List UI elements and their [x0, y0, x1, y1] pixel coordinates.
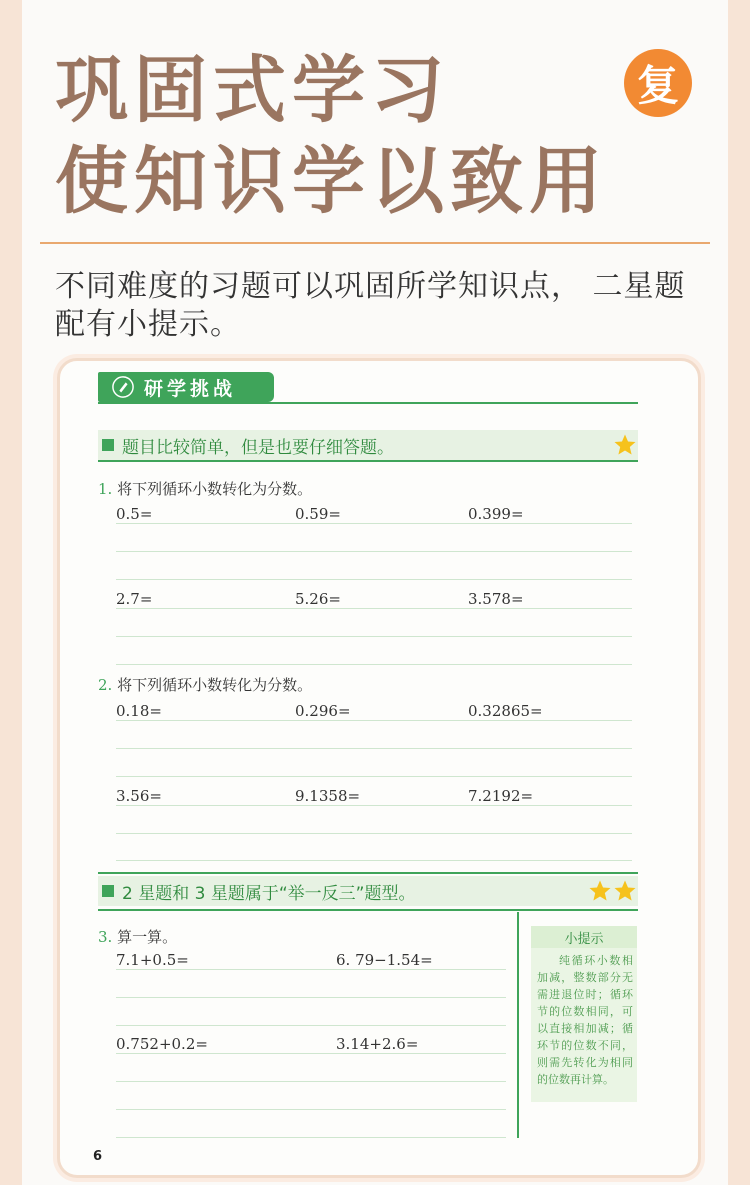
- q3-item-4: 3.14+2.6=: [336, 1035, 419, 1053]
- section-1-heading: [98, 430, 638, 460]
- answer-line: [116, 1053, 506, 1054]
- section-2-topline: [98, 872, 638, 874]
- answer-line: [116, 1109, 506, 1110]
- pencil-icon: [112, 376, 134, 398]
- question-1: [98, 478, 312, 499]
- answer-line: [116, 860, 632, 861]
- bullet-square: [102, 439, 114, 451]
- star-icon: [613, 879, 637, 903]
- q1-item-1: 0.5=: [116, 505, 153, 523]
- answer-line: [116, 833, 632, 834]
- section-2-heading: [98, 876, 638, 906]
- question-3-text: 算一算。: [117, 928, 178, 946]
- q1-item-6: 3.578=: [468, 590, 524, 608]
- q2-item-5: 9.1358=: [295, 787, 361, 805]
- q1-item-2: 0.59=: [295, 505, 341, 523]
- question-1-number: 1.: [98, 480, 113, 498]
- answer-line: [116, 551, 632, 552]
- answer-line: [116, 636, 632, 637]
- answer-line: [116, 720, 632, 721]
- banner-underline: [98, 402, 638, 404]
- q2-item-3: 0.32865=: [468, 702, 543, 720]
- q2-item-4: 3.56=: [116, 787, 162, 805]
- title-line-1: 巩固式学习: [55, 48, 450, 133]
- answer-line: [116, 1081, 506, 1082]
- tip-box: [531, 926, 637, 1102]
- q1-item-4: 2.7=: [116, 590, 153, 608]
- answer-line: [116, 608, 632, 609]
- q2-item-6: 7.2192=: [468, 787, 534, 805]
- question-3-number: 3.: [98, 928, 113, 946]
- answer-line: [116, 523, 632, 524]
- q1-item-5: 5.26=: [295, 590, 341, 608]
- star-icon: [588, 879, 612, 903]
- answer-line: [116, 664, 632, 665]
- q3-item-1: 7.1+0.5=: [116, 951, 189, 969]
- q3-item-2: 6. 79−1.54=: [336, 951, 433, 969]
- answer-line: [116, 579, 632, 580]
- review-badge: 复: [624, 49, 692, 117]
- answer-line: [116, 1025, 506, 1026]
- section-1-underline: [98, 460, 638, 462]
- banner-label: 研学挑战: [144, 377, 237, 400]
- question-2-text: 将下列循环小数转化为分数。: [117, 676, 313, 694]
- tip-title: 小提示: [531, 926, 637, 948]
- answer-line: [116, 969, 506, 970]
- tip-body: 纯循环小数相加减，整数部分无需进退位时；循环节的位数相同，可以直接相加减；循环节的位数不同，则需先转化为相同的位数再计算。: [537, 954, 633, 1086]
- header-divider: [40, 242, 710, 244]
- q3-item-3: 0.752+0.2=: [116, 1035, 208, 1053]
- answer-line: [116, 997, 506, 998]
- tip-divider: [517, 912, 519, 1138]
- answer-line: [116, 1137, 506, 1138]
- description-text: 不同难度的习题可以巩固所学知识点， 二星题配有小提示。: [55, 269, 686, 342]
- section-banner: [98, 372, 274, 402]
- question-3: [98, 926, 177, 947]
- question-2: [98, 674, 312, 695]
- star-icon: [613, 433, 637, 457]
- q1-item-3: 0.399=: [468, 505, 524, 523]
- q2-item-1: 0.18=: [116, 702, 162, 720]
- title-line-2: 使知识学以致用: [55, 139, 608, 224]
- answer-line: [116, 805, 632, 806]
- answer-line: [116, 776, 632, 777]
- answer-line: [116, 748, 632, 749]
- question-1-text: 将下列循环小数转化为分数。: [117, 480, 313, 498]
- question-2-number: 2.: [98, 676, 113, 694]
- page-number: 6: [93, 1149, 103, 1164]
- section-2-underline: [98, 909, 638, 911]
- bullet-square: [102, 885, 114, 897]
- section-2-text: 2 星题和 3 星题属于“举一反三”题型。: [122, 883, 416, 904]
- q2-item-2: 0.296=: [295, 702, 351, 720]
- section-1-text: 题目比较简单，但是也要仔细答题。: [122, 437, 394, 458]
